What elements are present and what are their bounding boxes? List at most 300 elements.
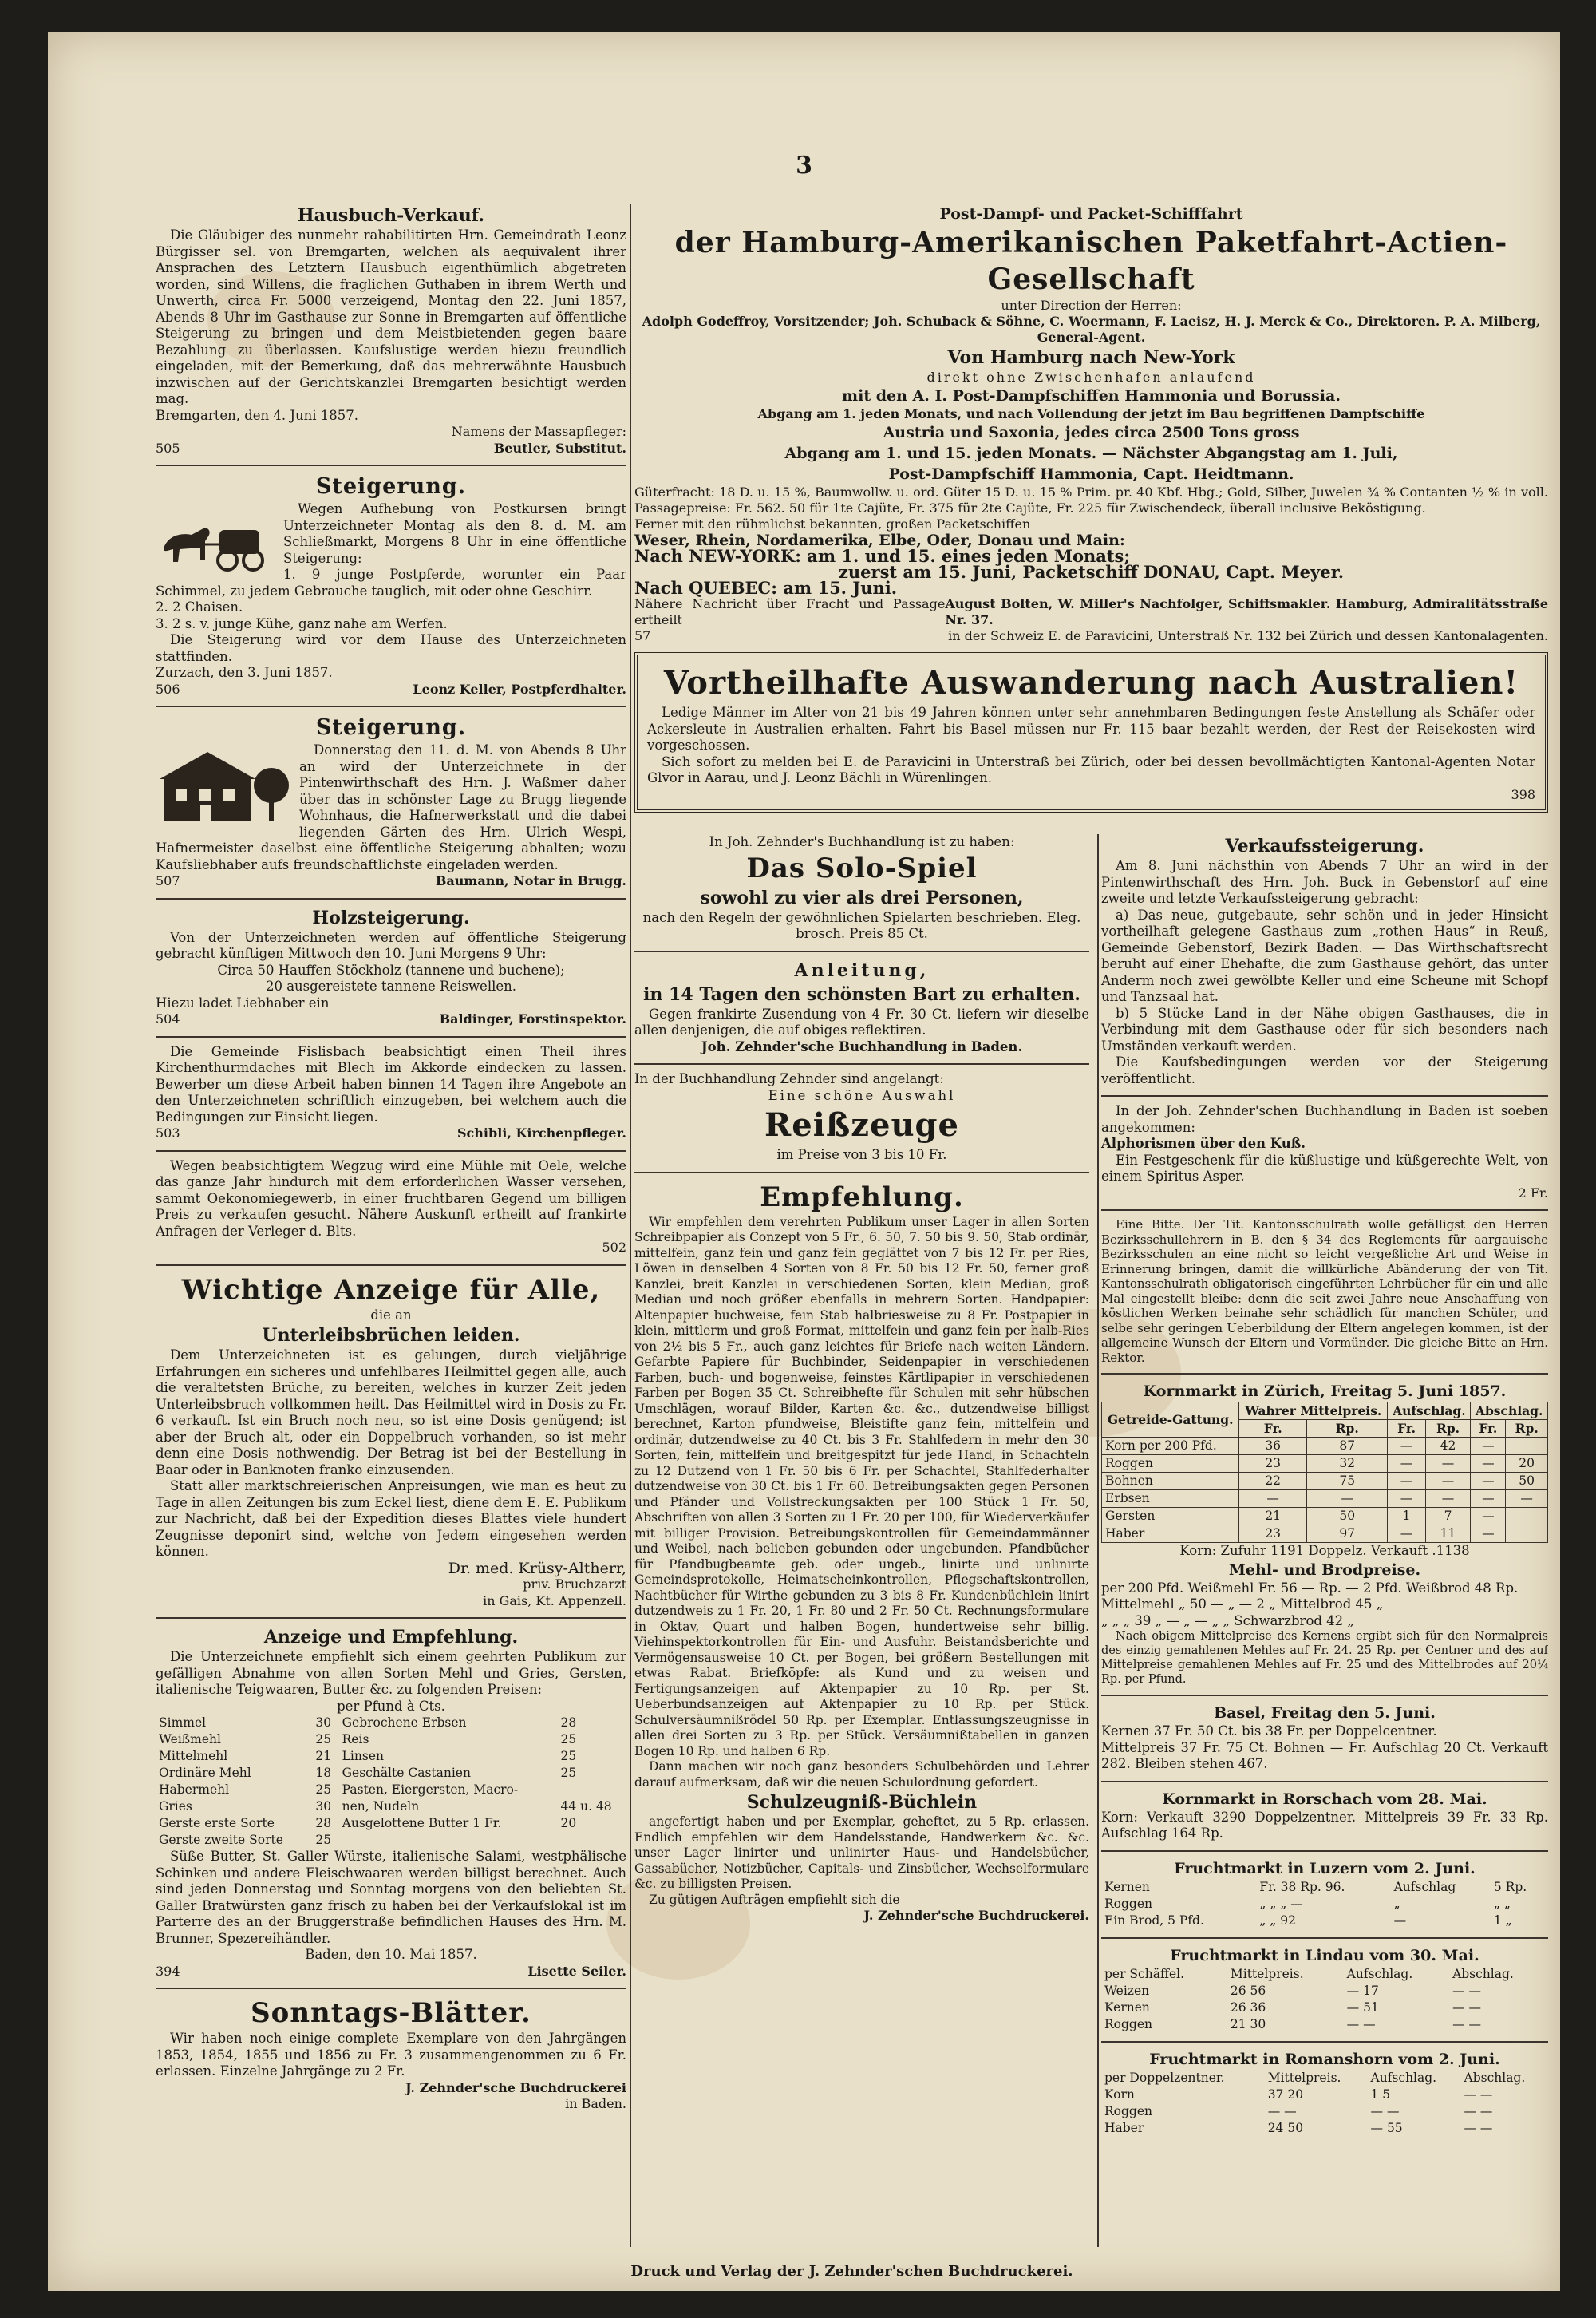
table-cell: 25 [560,1766,577,1780]
table-cell: 25 [560,1732,577,1746]
price-row [156,1798,626,1815]
ad-agent: August Bolten, W. Miller's Nachfolger, Schiffsmakler. Hamburg, Admiralitätsstraße Nr. 37. [945,596,1548,627]
table-cell: Bohnen [1102,1473,1239,1490]
table-cell: 42 [1425,1438,1471,1455]
table-cell: 22 [1239,1473,1307,1490]
table-cell: Roggen [1104,1896,1153,1911]
market-rorschach [1101,1789,1548,1842]
price-table [156,1715,626,1849]
ad-anzeige-empfehlung [156,1625,626,1980]
table-cell: — [1471,1490,1506,1508]
ad-wichtige-anzeige [156,1272,626,1610]
col-subheader: Rp. [1506,1420,1548,1438]
table-cell: — [1471,1455,1506,1473]
house-illustration [156,746,291,825]
price-row [156,1815,626,1832]
table-cell: Weizen [1104,1983,1150,1998]
table-cell [1506,1525,1548,1543]
ad-signature: Lisette Seiler. [527,1963,626,1979]
ad-sonntagsblaetter [156,1996,626,2113]
table-row [1102,1508,1548,1525]
col-header: Mittelpreis. [1267,2070,1341,2085]
luzern-table [1101,1879,1548,1929]
table-row [1101,1983,1548,2000]
table-cell: 26 36 [1230,2000,1266,2015]
ad-zuerst: zuerst am 15. Juni, Packetschiff DONAU, Capt. Meyer. [838,562,1345,582]
ad-note: Dann machen wir noch ganz besonders Schulbehörden und Lehrer darauf aufmerksam, daß wir die neuen Schulordnung gefordert. [634,1759,1089,1790]
table-cell: 21 30 [1230,2016,1266,2031]
table-cell: 30 [315,1799,332,1814]
ad-signature: J. Zehnder'sche Buchdruckerei. [863,1908,1089,1923]
ad-body-2: Süße Butter, St. Galler Würste, italienische Salami, westphälische Schinken und andere Fleischwaaren werden billigst berechnet. Auch sind jeden Donnerstag und Sonntag morgens von den beliebten St. Galler Bratwürsten ganz frisch zu haben bei der Verkaufslokal ist im Parterre des an der Bruggerstraße befindlichen Hauses des Hrn. M. Brunner, Spezereihändler. [156,1849,626,1946]
ad-item: 2. 2 Chaisen. [156,599,243,615]
ad-route-sub: direkt ohne Zwischenhafen anlaufend [926,370,1256,385]
table-cell: 30 [315,1715,332,1730]
table-cell: 26 56 [1230,1983,1266,1998]
ad-title: Verkaufssteigerung. [1225,836,1424,856]
ad-body-2: angefertigt haben und per Exemplar, geheftet, zu 5 Rp. erlassen. Endlich empfehlen wir dem Handelsstande, Handwerkern &c. &c. unser Lager linirter und unlinirter Haus- und Handelsbücher, Gassabücher, Notizbücher, Capitals- und Zinsbücher, Wechselformulare &c. zu billigsten Preisen. [634,1814,1089,1891]
ad-signature: J. Zehnder'sche Buchdruckerei [405,2079,626,2095]
ad-title: Hausbuch-Verkauf. [297,205,485,226]
ad-bart [634,959,1089,1056]
col-header: Aufschlag. [1370,2070,1437,2085]
ad-signature: Schibli, Kirchenpfleger. [457,1125,626,1141]
horse-carriage-illustration [156,504,275,576]
price-header: per Pfund à Cts. [337,1698,445,1714]
table-cell [557,1782,626,1798]
ad-quebec: Nach QUEBEC: am 15. Juni. [634,578,898,598]
col-header: Abschlag. [1452,1966,1514,1981]
market-note: Nach obigem Mittelpreise des Kernens ergibt sich für den Normalpreis des einzig gemahlenen Mehles auf Fr. 24. 25 Rp. per Centner und des auf Mittelpreise gemahlenen Mehles auf Fr. 25 und des Mittelbrodes auf 20¼ Rp. per Pfund. [1101,1630,1548,1686]
ad-empfehlung [634,1180,1089,1924]
table-cell: — [1239,1490,1307,1508]
ad-number: 504 [156,1011,180,1026]
market-lindau [1101,1945,1548,2033]
market-line: Korn: Verkauft 3290 Doppelzentner. Mittelpreis 39 Fr. 33 Rp. Aufschlag 164 Rp. [1101,1809,1548,1841]
table-cell: — — [1346,2016,1376,2031]
table-cell: Fr. 38 Rp. 96. [1259,1879,1345,1894]
newspaper-page [48,32,1560,2291]
ad-title: Empfehlung. [760,1181,964,1213]
ad-signature: Joh. Zehnder'sche Buchhandlung in Baden. [701,1038,1023,1054]
price-row [156,1748,626,1765]
table-cell: 23 [1239,1525,1307,1543]
table-cell: — [1393,1913,1407,1928]
ad-body: Eine Bitte. Der Tit. Kantonsschulrath wolle gefälligst den Herren Bezirksschullehrern in B. den § 34 des Reglements für aargauische Bezirksschulen an eine nicht so leicht vergeßliche Art und Weise in Erinnerung bringen, damit die willkürliche Abänderung der von Tit. Kantonsschulrath obligatorisch eingeführten Lehrbücher für ein und alle Mal eingestellt bleibe: denn die seit zwei Jahre neue Anschaffung von köstlichen Werken beinahe sehr schädlich für manchen Schüler, und selbe sehr geringen Ueberbildung der Eltern angelegen kommen, ist der allgemeine Wunsch der Eltern und Vormünder. Die gleiche Bitte an Hrn. Rektor. [1101,1217,1548,1365]
table-cell: 75 [1307,1473,1388,1490]
ad-signature: Leonz Keller, Postpferdhalter. [413,681,626,697]
ad-sub: sowohl zu vier als drei Personen, [700,887,1024,908]
table-cell: — [1388,1438,1425,1455]
market-title: Fruchtmarkt in Luzern vom 2. Juni. [1174,1859,1476,1877]
ad-number: 507 [156,873,180,888]
table-cell: 44 u. 48 [560,1799,612,1814]
price-row [156,1765,626,1782]
col-header: per Schäffel. [1104,1966,1185,1981]
ad-item: 1. 9 junge Postpferde, worunter ein Paar Schimmel, zu jedem Gebrauche tauglich, mit oder ohne Geschirr. [156,567,626,599]
table-cell: Kernen [1104,2000,1150,2015]
table-cell: 21 [315,1749,332,1763]
lindau-table [1101,1966,1548,2033]
table-cell: — [1425,1473,1471,1490]
ad-sign-line: Namens der Massapfleger: [451,424,626,439]
col-subheader: Fr. [1471,1420,1506,1438]
ad-body: Ein Festgeschenk für die küßlustige und küßgerechte Welt, von einem Spiritus Asper. [1101,1152,1548,1184]
ad-abgang-1: Abgang am 1. jeden Monats, und nach Vollendung der jetzt im Bau begriffenen Dampfschiffe [757,406,1425,421]
table-cell: — [1425,1490,1471,1508]
ad-place-date: Bremgarten, den 4. Juni 1857. [156,407,359,423]
table-cell: 37 20 [1267,2087,1304,2102]
market-line: per 200 Pfd. Weißmehl Fr. 56 — Rp. — 2 Pfd. Weißbrod 48 Rp. [1101,1580,1519,1596]
ad-title: Steigerung. [315,715,467,740]
ad-number: 505 [156,440,180,456]
table-cell: Gries [159,1799,192,1814]
ad-alphorismen [1101,1103,1548,1201]
ad-number: 502 [602,1240,626,1255]
ad-intro: In der Buchhandlung Zehnder sind angelangt: [634,1071,944,1086]
table-row [1101,2016,1548,2033]
col-header: per Doppelzentner. [1104,2070,1225,2085]
ad-bitte [1101,1217,1548,1365]
table-cell: — [1425,1455,1471,1473]
right-column [634,204,1548,2291]
table-cell: „ [1393,1896,1400,1911]
ad-sub: in 14 Tagen den schönsten Bart zu erhalten. [643,983,1080,1005]
table-cell: 1 5 [1370,2087,1391,2102]
ad-signature-2: priv. Bruchzarzt [523,1576,626,1592]
ad-line: 20 ausgereistete tannene Reiswellen. [265,979,517,994]
market-subtitle: Mehl- und Brodpreise. [1228,1560,1421,1579]
table-cell: — — [1452,1983,1481,1998]
table-cell: Gersten [1102,1508,1239,1525]
table-cell: „ „ „ — [1259,1896,1303,1911]
table-cell: 87 [1307,1438,1388,1455]
market-title: Basel, Freitag den 5. Juni. [1214,1704,1436,1722]
table-cell: — 51 [1346,2000,1379,2015]
table-cell: — — [1452,2000,1481,2015]
table-cell: Pasten, Eiergersten, Macro- [342,1782,519,1797]
table-cell [557,1832,626,1849]
table-row [1101,2087,1548,2103]
ad-body: Donnerstag den 11. d. M. von Abends 8 Uhr an wird der Unterzeichnete in der Pintenwirthschaft des Hrn. J. Waßmer daher über das in schönster Lage zu Brugg liegende Wohnhaus, die Hafnerwerkstatt und die dabei liegenden Gärten des Hrn. Ulrich Wespi, Hafnermeister daselbst eine öffentliche Steigerung abhalten; wozu Kaufsliebhaber aufs freundschaftlichste eingeladen werden. [156,742,626,872]
ad-title: der Hamburg-Amerikanischen Paketfahrt-Actien-Gesellschaft [674,226,1508,296]
ad-number: 398 [1511,786,1535,802]
table-cell [1506,1438,1548,1455]
table-cell: Haber [1104,2120,1144,2135]
table-cell: 97 [1307,1525,1388,1543]
table-cell: Reis [342,1732,369,1746]
table-row [1101,2103,1548,2120]
table-cell: — [1388,1473,1425,1490]
table-cell: 1 „ [1493,1913,1512,1928]
ad-line: Circa 50 Hauffen Stöckholz (tannene und buchene); [217,962,565,978]
ad-sub: die an [370,1307,412,1323]
col-header: Getreide-Gattung. [1102,1402,1239,1438]
table-cell: — 55 [1370,2120,1403,2135]
table-cell: — [1388,1490,1425,1508]
col-subheader: Rp. [1307,1420,1388,1438]
price-row [156,1782,626,1798]
ad-item: 3. 2 s. v. junge Kühe, ganz nahe am Werfen. [156,615,448,631]
table-row [1102,1490,1548,1508]
table-cell: Ein Brod, 5 Pfd. [1104,1913,1204,1928]
ad-title: Anleitung, [794,959,930,981]
table-cell: 20 [560,1816,577,1830]
table-cell: Aufschlag [1393,1879,1456,1894]
ad-body: Von der Unterzeichneten werden auf öffentliche Steigerung gebracht künftigen Mittwoch den 10. Juni Morgens 9 Uhr: [156,929,626,961]
ad-steigerung-post [156,473,626,698]
ad-signature: Baldinger, Forstinspektor. [439,1011,626,1026]
market-title: Fruchtmarkt in Lindau vom 30. Mai. [1170,1946,1479,1964]
ad-intro: In Joh. Zehnder's Buchhandlung ist zu haben: [709,834,1015,849]
ad-dampfschifffahrt [634,204,1548,644]
ad-ferner: Ferner mit den rühmlichst bekannten, großen Packetschiffen [634,516,1031,532]
ad-title: Vortheilhafte Auswanderung nach Australien! [663,664,1519,702]
table-cell: 28 [560,1715,577,1730]
ad-body: nach den Regeln der gewöhnlichen Spielarten beschrieben. Eleg. brosch. Preis 85 Ct. [642,909,1081,941]
table-cell: Erbsen [1102,1490,1239,1508]
ad-signature: Beutler, Substitut. [493,440,626,456]
market-title: Fruchtmarkt in Romanshorn vom 2. Juni. [1149,2050,1500,2068]
ad-route: Von Hamburg nach New-York [947,347,1235,368]
table-cell: „ „ [1493,1896,1511,1911]
table-cell: — — [1464,2103,1493,2118]
table-row [1102,1525,1548,1543]
table-cell: — [1471,1508,1506,1525]
table-cell: 25 [315,1782,332,1797]
ad-abgang-2b: Post-Dampfschiff Hammonia, Capt. Heidtmann. [888,465,1294,483]
table-cell: 5 Rp. [1493,1879,1527,1894]
table-cell [339,1832,558,1849]
table-cell: — — [1452,2016,1481,2031]
price-row [156,1832,626,1849]
table-cell: — [1388,1455,1425,1473]
table-cell: — [1471,1438,1506,1455]
table-cell: 25 [315,1732,332,1746]
table-cell: 24 50 [1267,2120,1304,2135]
right-inner-right-column [1101,834,1548,2145]
ad-number: 503 [156,1125,180,1141]
table-cell [1506,1508,1548,1525]
ad-lead: Wegen Aufhebung von Postkursen bringt Unterzeichneter Montag als den 8. d. M. am Schließmarkt, Morgens 8 Uhr in eine öffentliche Steigerung: [283,501,626,566]
ad-body-2: Statt aller marktschreierischen Anpreisungen, wie man es heut zu Tage in allen Zeitungen bis zum Eckel liest, diene dem E. E. Publikum zur Nachricht, daß bei der Expedition dieses Blattes viele hundert Zeugnisse deponirt sind, welche von Jedem eingesehen werden können. [156,1478,626,1559]
market-line: Kernen 37 Fr. 50 Ct. bis 38 Fr. per Doppelcentner. [1101,1723,1437,1738]
ad-schweiz: in der Schweiz E. de Paravicini, Unterstraß Nr. 132 bei Zürich und dessen Kantonalagenten. [948,628,1548,643]
table-cell: — [1307,1490,1388,1508]
table-row [1102,1473,1548,1490]
table-cell: 20 [1506,1455,1548,1473]
ad-title: Reißzeuge [764,1106,959,1144]
ad-hausbuch [156,204,626,457]
ad-body: Wir empfehlen dem verehrten Publikum unser Lager in allen Sorten Schreibpapier als Conzept von 5 Fr., 6. 50, 7. 50 bis 9. 50, Stab ordinär, mittelfein, ganz fein und ganz fein geglättet von 7 bis 12 Fr. per Ries, Löwen in denselben 4 Sorten von 8 Fr. 50 bis 12 Fr. 50, ferner groß Kanzlei, breit Kanzlei in verschiedenen Sorten, klein Median, groß Median und noch größer ebenfalls in mehrern Sorten. Handpapier: Altenpapier buchweise, fein Stab halbriesweise zu 8 Fr. Postpapier in klein, mittlerm und groß Format, mittelfein und ganz fein per halb-Ries von 2½ bis 5 Fr., auch ganz leichtes für Briefe nach weiten Ländern. Gefarbte Papiere für Buchbinder, Seidenpapier in verschiedenen Farben, buch- und bogenweise, feinstes Kärtlipapier in verschiedenen Farben per Bogen 35 Ct. Schreibhefte für Schulen mit sehr hübschen Umschlägen, worauf Bilder, Karten &c. &c., dutzendweise billigst berechnet, Karton pfundweise, Bleistifte ganz fein, mittelfein und ordinär, dutzendweise zu 40 Ct. bis 3 Fr. Stahlfedern in mehr den 30 Sorten, fein, mittelfein und breitgespitzt für jede Hand, in Schachteln zu 12 Dutzend von 1 Fr. 50 bis 6 Fr. per Schachtel, Stahlfederhalter dutzendweise von 30 Ct. bis 1 Fr. 60. Betreibungsakten gegen Personen und Pfänder und Vollstreckungsakten per 100 Stück 1 Fr. 50, Abschriften von allen 3 Sorten zu 1 Fr. 20 per 100, für Wiederverkäufer mit billiger Provision. Betreibungskontrollen für Gemeindammänner und Weibel, nach belieben gebunden oder ungebunden. Pfandbücher für Pfandbugbeamte geb. oder ungeb., linirte und unlinirte Gemeindsprotokolle, Heimatscheinkontrollen, Pflegschaftskontrollen, Nachtbücher für Wirthe gebunden zu 3 bis 8 Fr. Kundenbüchlein linirt dutzendweis zu 1 Fr. 20, 1 Fr. 80 und 2 Fr. 50 Ct. Rechnungsformulare in Oktav, Quart und halben Bogen, hundertweise sehr billig. Viehinspektorkontrollen für Ein- und Ausfuhr. Beistandsberichte und Vermögensausweise 10 Ct. per Bogen, bei größern Bestellungen mit etwas Rabat. Briefköpfe: als Kund und zu weisen und Fertigungsanzeigen auf Aktenpapier zu 10 Rp. per St. Ueberbundsanzeigen auf Aktenpapier zu 10 Rp. per Stück. Schulversäumnißrödel 50 Rp. per Exemplar. Entlassungszeugnisse in allen drei Sorten zu 3 Rp. per Stück. Versäumnißtabellen in ganzen Bogen 10 Rp. und halben 6 Rp. [634,1214,1089,1758]
ad-item-c: Die Kaufsbedingungen werden vor der Steigerung veröffentlicht. [1101,1054,1548,1086]
ad-number: 506 [156,681,180,697]
table-cell: — [1506,1490,1548,1508]
ad-directors: Adolph Godeffroy, Vorsitzender; Joh. Schuback & Söhne, C. Woermann, F. Laeisz, H. J. Merck & Co., Direktoren. P. A. Milberg, General-Agent. [642,314,1541,345]
ad-fislisbach [156,1044,626,1142]
col-subheader: Fr. [1388,1420,1425,1438]
price-row [156,1731,626,1748]
ad-steigerung-brugg [156,714,626,890]
left-column [156,204,626,2291]
table-cell: 21 [1239,1508,1307,1525]
table-cell: Linsen [342,1749,384,1763]
ad-price: 2 Fr. [1518,1185,1548,1201]
col-subheader: Rp. [1425,1420,1471,1438]
table-cell: — — [1464,2120,1493,2135]
ad-sub: Schulzeugniß-Büchlein [746,1792,978,1813]
ad-body: Wegen beabsichtigtem Wegzug wird eine Mühle mit Oele, welche das ganze Jahr hindurch mit dem erforderlichen Wasser versehen, sammt Oekonomiegewerb, in einer fruchtbaren Gegend um billigen Preis zu verkaufen gesucht. Nähere Auskunft ertheilt auf frankirte Anfragen der Verleger d. Blts. [156,1157,626,1239]
ad-title: Steigerung. [315,474,467,499]
ad-place-date: Baden, den 10. Mai 1857. [305,1947,477,1962]
ad-line: Hiezu ladet Liebhaber ein [156,995,330,1011]
table-cell: 11 [1425,1525,1471,1543]
table-row [1102,1438,1548,1455]
table-cell: 1 [1388,1508,1425,1525]
ad-verkaufssteigerung [1101,834,1548,1087]
table-cell: 28 [315,1816,332,1830]
ad-number: 57 [634,628,651,643]
col-header: Abschlag. [1464,2070,1526,2085]
ad-body: Am 8. Juni nächsthin von Abends 7 Uhr an wird in der Pintenwirthschaft des Hrn. Joh. Buck in Gebenstorf auf eine zweite und letzte Verkaufssteigerung gebracht: [1101,858,1548,906]
ad-item-b: b) 5 Stücke Land in der Nähe obigen Gasthauses, die in Verbindung mit dem Gasthause oder für sich besonders nach Umständen verkauft werden. [1101,1005,1548,1054]
table-cell: 50 [1506,1473,1548,1490]
market-line: Mittelmehl „ 50 — „ — 2 „ Mittelbrod 45 „ [1101,1596,1384,1612]
table-row [1102,1455,1548,1473]
ad-body: Die Unterzeichnete empfiehlt sich einem geehrten Publikum zur gefälligen Abnahme von allen Sorten Mehl und Gries, Gersten, italienische Teigwaaren, Butter &c. zu folgenden Preisen: [156,1649,626,1697]
table-cell: Simmel [159,1715,207,1730]
table-cell: nen, Nudeln [342,1799,420,1814]
table-cell: Roggen [1104,2103,1153,2118]
table-cell: 36 [1239,1438,1307,1455]
market-basel [1101,1703,1548,1773]
table-cell: — [1388,1525,1425,1543]
market-title: Kornmarkt in Rorschach vom 28. Mai. [1162,1790,1487,1808]
ad-title: Anzeige und Empfehlung. [263,1627,519,1648]
ad-body: Die Gläubiger des nunmehr rahabilitirten Hrn. Gemeindrath Leonz Bürgisser sel. von Bremgarten, welchen als aequivalent ihrer Ansprachen des Letztern Hausbuch eigenthümlich abgetreten worden, sind Willens, die fraglichen Guthaben in ihrem Werth und Unwerth, circa Fr. 5000 verzeigend, Montag den 22. Juni 1857, Abends 8 Uhr im Gasthause zur Sonne in Bremgarten auf öffentliche Steigerung zu bringen und dem Meistbietenden gegen baare Bezahlung zu überlassen. Kaufslustige werden hiezu freundlich eingeladen, mit der Bemerkung, daß das mehrerwähnte Hausbuch inzwischen auf der Gerichtskanzlei Bremgarten besichtigt werden mag. [156,227,626,406]
ad-direction: unter Direction der Herren: [1001,298,1182,313]
table-cell: 32 [1307,1455,1388,1473]
table-cell: 25 [315,1833,332,1847]
table-row [1101,1913,1548,1929]
table-cell: 25 [560,1749,577,1763]
table-cell: 18 [315,1766,332,1780]
ad-body-3: Zu gütigen Aufträgen empfiehlt sich die [649,1892,900,1907]
market-line: Mittelpreis 37 Fr. 75 Ct. Bohnen — Fr. Aufschlag 20 Ct. Verkauft 282. Bleiben stehen 467. [1101,1739,1548,1771]
ad-title: Das Solo-Spiel [746,852,978,884]
table-cell: — — [1370,2103,1400,2118]
ad-kicker: Post-Dampf- und Packet-Schifffahrt [939,205,1243,223]
table-cell: Korn per 200 Pfd. [1102,1438,1239,1455]
col-header: Mittelpreis. [1230,1966,1304,1981]
ad-title: Sonntags-Blätter. [251,1997,531,2029]
table-cell: Roggen [1104,2016,1153,2031]
ad-muehle [156,1158,626,1256]
table-row [1101,2000,1548,2016]
table-cell: Ordinäre Mehl [159,1766,251,1780]
ad-title: Wichtige Anzeige für Alle, [181,1273,601,1306]
table-cell: Gebrochene Erbsen [342,1715,467,1730]
ad-body: Gegen frankirte Zusendung von 4 Fr. 30 Ct. liefern wir dieselbe allen denjenigen, die auf obiges reflektiren. [634,1006,1089,1038]
ad-reisszeuge [634,1071,1089,1164]
table-cell: — 17 [1346,1983,1379,1998]
ad-sub-title: Unterleibsbrüchen leiden. [262,1325,520,1346]
ad-abgang-1b: Austria und Saxonia, jedes circa 2500 Tons gross [883,424,1300,441]
right-inner-left-column [634,834,1089,1932]
ad-intro: In der Joh. Zehnder'schen Buchhandlung in Baden ist soeben angekommen: [1101,1103,1548,1135]
market-line: „ „ „ 39 „ — „ — „ „ Schwarzbrod 42 „ [1101,1612,1354,1628]
ad-abgang-2: Abgang am 1. und 15. jeden Monats. — Nächster Abgangstag am 1. Juli, [784,445,1398,462]
ad-item-a: a) Das neue, gutgebaute, sehr schön und in jeder Hinsicht vortheilhaft gelegene Gasthaus zum „rothen Haus“ in Reuß, Gemeinde Gebenstorf, Bezirk Baden. — Das Wirthschaftsrecht beruht auf einer Ehehafte, die zum Gasthause gehört, das unter Anderm noch zwei gewölbte Keller und eine Scheune mit Schopf und Tanzsaal hat. [1101,907,1548,1004]
table-cell: Ausgelottene Butter 1 Fr. [342,1816,502,1830]
table-cell: — — [1267,2103,1297,2118]
ad-place-date: Zurzach, den 3. Juni 1857. [156,665,333,680]
ad-line: Eine schöne Auswahl [768,1087,956,1103]
table-row [1101,1879,1548,1896]
table-row [1101,2120,1548,2137]
col-subheader: Fr. [1239,1420,1307,1438]
table-cell: Kernen [1104,1879,1150,1894]
table-cell: 7 [1425,1508,1471,1525]
ad-price: im Preise von 3 bis 10 Fr. [776,1147,947,1162]
market-title: Kornmarkt in Zürich, Freitag 5. Juni 1857. [1143,1382,1507,1400]
ad-body: Die Gemeinde Fislisbach beabsichtigt einen Theil ihres Kirchenthurmdaches mit Blech im Akkorde eindecken zu lassen. Bewerber um diese Arbeit haben binnen 14 Tagen ihre Angebote an den Unterzeichneten schriftlich einzugeben, bei welchem auch die Bedingungen zur Einsicht liegen. [156,1043,626,1125]
table-cell: — [1471,1525,1506,1543]
ad-signature-3: in Gais, Kt. Appenzell. [483,1592,626,1608]
ad-body: Wir haben noch einige complete Exemplare von den Jahrgängen 1853, 1854, 1855 und 1856 zu Fr. 3 zusammengenommen zu 6 Fr. erlassen. Einzelne Jahrgänge zu 2 Fr. [156,2031,626,2079]
col-header: Wahrer Mittelpreis. [1239,1402,1388,1420]
table-cell: Geschälte Castanien [342,1766,471,1780]
table-cell: Roggen [1102,1455,1239,1473]
market-luzern [1101,1858,1548,1929]
ad-body: Dem Unterzeichneten ist es gelungen, durch vieljährige Erfahrungen ein sicheres und unfehlbares Heilmittel gegen alle, auch die veraltetsten Brüche, zu bereiten, welches in kurzer Zeit jeden Unterleibsbruch vollkommen heilt. Das Heilmittel wird in Dosis zu Fr. 6 verkauft. Ist ein Bruch noch neu, so ist eine Dosis genügend; ist aber der Bruch alt, oder ein Doppelbruch vorhanden, so ist mehr denn eine Dosis nothwendig. Der Betrag ist bei der Bestellung in Baar oder in Banknoten franko einzusenden. [156,1347,626,1477]
col-header: Aufschlag. [1388,1402,1471,1420]
market-zufuhr: Korn: Zufuhr 1191 Doppelz. Verkauft .1138 [1179,1543,1470,1558]
table-cell: 50 [1307,1508,1388,1525]
romanshorn-table [1101,2070,1548,2137]
ad-signature-2: in Baden. [565,2096,626,2111]
table-cell: — [1471,1473,1506,1490]
table-cell: Haber [1102,1525,1239,1543]
ad-naeher: Nähere Nachricht über Fracht und Passage ertheilt [634,596,946,627]
ad-number: 394 [156,1963,180,1979]
ad-newyork: Nach NEW-YORK: am 1. und 15. eines jeden Monats; [634,546,1131,566]
column-rule [630,204,631,2247]
col-header: Abschlag. [1471,1402,1548,1420]
ad-ships: mit den A. I. Post-Dampfschiffen Hammonia und Borussia. [842,387,1341,405]
table-cell: Gerste zweite Sorte [159,1833,283,1847]
ad-note: Die Steigerung wird vor dem Hause des Unterzeichneten stattfinden. [156,632,626,664]
kornmarkt-table [1101,1402,1548,1543]
table-cell: Gerste erste Sorte [159,1816,275,1830]
ad-title: Holzsteigerung. [312,907,470,928]
ad-holzsteigerung [156,906,626,1028]
ad-signature: Baumann, Notar in Brugg. [435,873,626,888]
col-header: Aufschlag. [1346,1966,1413,1981]
page-number: 3 [796,152,812,180]
kornmarkt-zuerich [1101,1381,1548,1687]
imprint-footer: Druck und Verlag der J. Zehnder'schen Buchdruckerei. [630,2263,1073,2280]
table-cell: „ „ 92 [1259,1913,1296,1928]
market-romanshorn [1101,2049,1548,2137]
price-row [156,1715,626,1731]
ad-body-2: Sich sofort zu melden bei E. de Paravicini in Unterstraß bei Zürich, oder bei dessen bevollmächtigten Kantonal-Agenten Notar Glvor in Aarau, und J. Leonz Bächli in Würenlingen. [647,754,1535,785]
ad-body: Ledige Männer im Alter von 21 bis 49 Jahren können unter sehr annehmbaren Bedingungen feste Anstellung als Schäfer oder Ackersleute in Australien erhalten. Fahrt bis Basel müssen nur Fr. 115 baar bezahlt werden, der Rest der Reisekosten wird vorgeschossen. [647,705,1535,753]
table-cell: Habermehl [159,1782,230,1797]
ad-title: Alphorismen über den Kuß. [1101,1136,1306,1151]
table-cell: Korn [1104,2087,1135,2102]
table-cell: Weißmehl [159,1732,221,1746]
